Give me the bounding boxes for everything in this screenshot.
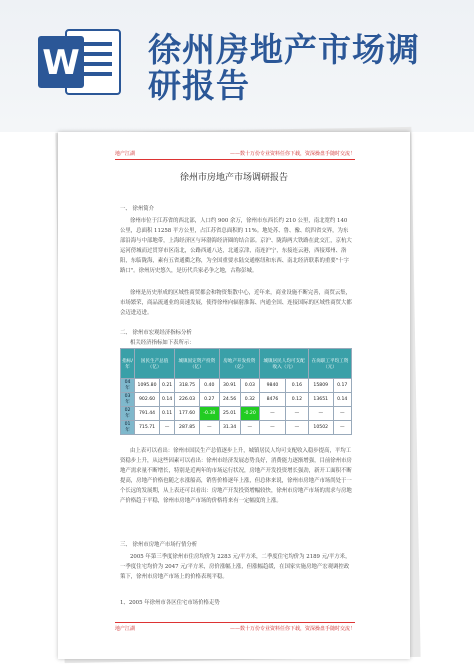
table-cell: 0.11 — [160, 407, 175, 421]
table-cell: 13651 — [308, 393, 333, 407]
economic-indicators-table — [120, 348, 352, 435]
table-cell: 318.75 — [175, 379, 200, 393]
table-cell: 226.03 — [175, 393, 200, 407]
table-cell: — — [333, 421, 352, 435]
table-cell: 0.32 — [240, 393, 259, 407]
table-cell: — — [285, 407, 308, 421]
table-cell: — — [260, 407, 286, 421]
table-cell: — — [285, 421, 308, 435]
table-cell: 791.44 — [135, 407, 160, 421]
table-cell: 24.56 — [219, 393, 240, 407]
table-row — [121, 421, 352, 435]
table-header-cell: 房地产开发投资（亿） — [219, 349, 260, 379]
table-cell: 03 年 — [121, 393, 135, 407]
paragraph-prices: 2005 年第三季度徐州市住房均价为 2283 元/平方米，二季度住宅均价为 2189 元/平方米，一季度住宅均价为 2047 元/平方米，房价涨幅上涨，但涨幅趋缓，在国家实施房地产宏观调控政策下，徐州市房地产市场上的价格表现平稳。 — [120, 554, 351, 580]
header-brand: 地产江湖 — [115, 151, 136, 157]
table-cell: 287.85 — [175, 421, 200, 435]
table-cell: 0.17 — [333, 379, 352, 393]
table-cell: — — [240, 421, 259, 435]
section-heading-2: 二、 徐州市宏观经济指标分析 — [120, 330, 192, 336]
table-cell: 0.14 — [333, 393, 352, 407]
banner-title-line-1: 徐州房地产市场调 — [148, 30, 420, 69]
table-cell: 1095.80 — [135, 379, 160, 393]
document-title: 徐州市房地产市场调研报告 — [179, 173, 288, 183]
table-cell: 01 年 — [121, 421, 135, 435]
table-cell: 30.91 — [219, 379, 240, 393]
table-row — [121, 407, 352, 421]
paragraph-intro: 徐州市位于江苏省的西北部，人口约 900 余万，徐州市东西长约 210 公里，南北宽约 140 公里，总面积 11258 平方公里，占江苏省总面积的 11%。地处苏、鲁、豫、皖四省交界，为东部沿海与中部地带，上海经济区与环渤海经济圈的结合部。京沪、陇海两大铁路在此交汇，京杭大运河傍城而过贯穿市区南北，公路西通八达，北通京津，南连沪宁，东接连云港，西接郑州、洛阳，东临陇海，素有五省通衢之称，为全国重要水陆交通枢纽和东西、南北经济联系的重要"十字路口"。徐州历史悠久，是历代兵家必争之地，古称彭城。 — [120, 218, 352, 274]
page-footer — [115, 622, 355, 632]
table-cell: 8476 — [260, 393, 286, 407]
table-cell: 31.34 — [219, 421, 240, 435]
table-cell: 15809 — [308, 379, 333, 393]
table-caption: 相关经济指标如下表所示： — [130, 340, 195, 346]
table-cell: — — [333, 407, 352, 421]
table-cell: 0.03 — [240, 379, 259, 393]
table-cell: 0.27 — [200, 393, 219, 407]
table-row — [121, 379, 352, 393]
table-header-cell: 国民生产总值（亿） — [135, 349, 175, 379]
section-heading-1: 一、 徐州简介 — [120, 206, 155, 212]
banner-title-line-2: 研报告 — [148, 66, 250, 105]
table-header-cell: 城镇居民人均可支配收入（元） — [260, 349, 309, 379]
table-cell: 0.12 — [285, 393, 308, 407]
document-page — [58, 132, 410, 659]
table-cell: 9840 — [260, 379, 286, 393]
table-cell: 04 年 — [121, 379, 135, 393]
footer-slogan: ——数十万份专业资料任你下载，资深操盘手随时交流！ — [229, 626, 355, 632]
paragraph-commerce: 徐州是历史形成的区域性商贸都会和物资集散中心，近年来，商业设施不断完善，商贸云集，市场繁荣，商品流通业的高速发展，使得徐州向辐射淮海、内通全国、连接国际的区域性商贸大都会迈进迈进。 — [120, 290, 352, 316]
table-row — [121, 393, 352, 407]
table-cell: — — [160, 421, 175, 435]
word-logo-letter: W — [42, 43, 80, 83]
table-cell-highlight: -0.20 — [240, 407, 259, 421]
header-slogan: ——数十万份专业资料任你下载，资深操盘手随时交流！ — [229, 151, 355, 157]
table-cell: — — [260, 421, 286, 435]
table-cell: 0.16 — [285, 379, 308, 393]
table-header-cell: 城镇固定资产投资（亿） — [175, 349, 219, 379]
section-heading-3: 三、 徐州市房地产市场行情分析 — [120, 542, 198, 548]
footer-brand: 地产江湖 — [115, 626, 136, 632]
table-cell: — — [200, 421, 219, 435]
table-cell: 02 年 — [121, 407, 135, 421]
table-cell: 0.40 — [200, 379, 219, 393]
word-document-icon — [36, 24, 124, 100]
page-header — [115, 150, 355, 160]
table-cell: 0.21 — [160, 379, 175, 393]
table-cell: 0.14 — [160, 393, 175, 407]
table-cell: 177.60 — [175, 407, 200, 421]
table-cell: 902.60 — [135, 393, 160, 407]
table-header-row — [121, 349, 352, 379]
subsection-heading: 1、2005 年徐州市各区住宅市场价格走势 — [120, 600, 220, 606]
table-cell: 10502 — [308, 421, 333, 435]
table-cell: 715.71 — [135, 421, 160, 435]
table-cell: 25.01 — [219, 407, 240, 421]
paragraph-analysis: 由上表可以看出：徐州市国民生产总值逐步上升，城镇居民人均可支配收入稳步提高，平均工资稳步上升，从这些因素可以看出：徐州市经济发展态势良好，消费能力逐渐增强，目前徐州市房地产需求量不断增长，特别是近两年的市场运行状况，房地产开发投资增长强劲，新开工面积不断提高，房地产价格也随之水涨船高，销售价格逐年上涨，但总体来说，徐州市房地产市场尚处于一个长远的发展期，从上表还可以看出：房地产开发投资增幅较快，徐州市房地产市场的需求与房地产价格趋于平稳，徐州市房地产市场的价格将来有一定幅度的上涨。 — [120, 448, 352, 504]
table-cell-highlight: -0.38 — [200, 407, 219, 421]
table-header-cell: 指标/年 — [121, 349, 135, 379]
table-header-cell: 在岗职工平均工资（元） — [308, 349, 351, 379]
table-cell: — — [308, 407, 333, 421]
